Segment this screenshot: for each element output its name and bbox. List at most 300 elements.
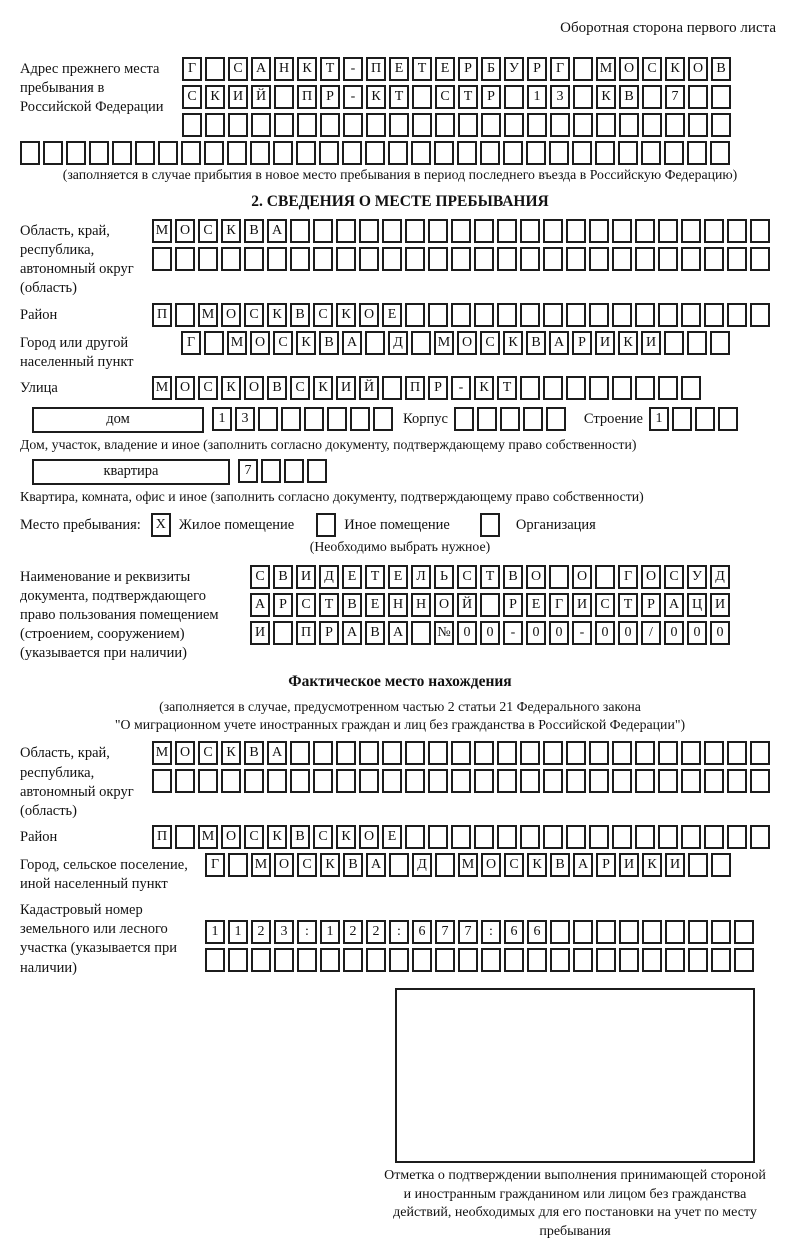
- char-box[interactable]: 3: [235, 407, 255, 431]
- char-box[interactable]: [500, 407, 520, 431]
- char-box[interactable]: С: [480, 331, 500, 355]
- char-box[interactable]: [589, 769, 609, 793]
- char-box[interactable]: М: [152, 219, 172, 243]
- char-box[interactable]: [734, 920, 754, 944]
- char-box[interactable]: С: [296, 593, 316, 617]
- char-box[interactable]: И: [296, 565, 316, 589]
- char-box[interactable]: В: [290, 303, 310, 327]
- char-box[interactable]: [573, 920, 593, 944]
- char-box[interactable]: [281, 407, 301, 431]
- char-box[interactable]: [244, 769, 264, 793]
- char-box[interactable]: [382, 769, 402, 793]
- char-box[interactable]: [336, 741, 356, 765]
- char-box[interactable]: [405, 741, 425, 765]
- char-box[interactable]: С: [664, 565, 684, 589]
- char-box[interactable]: [589, 741, 609, 765]
- char-box[interactable]: [267, 247, 287, 271]
- char-box[interactable]: [382, 376, 402, 400]
- char-box[interactable]: [451, 247, 471, 271]
- char-box[interactable]: [481, 948, 501, 972]
- char-box[interactable]: [458, 113, 478, 137]
- char-box[interactable]: [596, 113, 616, 137]
- char-box[interactable]: Р: [503, 593, 523, 617]
- char-box[interactable]: [658, 825, 678, 849]
- char-box[interactable]: [474, 741, 494, 765]
- char-box[interactable]: [527, 113, 547, 137]
- char-box[interactable]: Е: [342, 565, 362, 589]
- char-box[interactable]: [205, 57, 225, 81]
- char-box[interactable]: Т: [497, 376, 517, 400]
- char-box[interactable]: С: [273, 331, 293, 355]
- char-box[interactable]: И: [336, 376, 356, 400]
- char-box[interactable]: М: [434, 331, 454, 355]
- char-box[interactable]: [304, 407, 324, 431]
- char-box[interactable]: И: [665, 853, 685, 877]
- char-box[interactable]: 2: [251, 920, 271, 944]
- char-box[interactable]: В: [319, 331, 339, 355]
- char-box[interactable]: А: [549, 331, 569, 355]
- char-box[interactable]: С: [290, 376, 310, 400]
- char-box[interactable]: О: [619, 57, 639, 81]
- char-box[interactable]: [727, 219, 747, 243]
- char-box[interactable]: [681, 769, 701, 793]
- char-box[interactable]: [205, 948, 225, 972]
- char-box[interactable]: [681, 825, 701, 849]
- char-box[interactable]: Д: [388, 331, 408, 355]
- char-box[interactable]: Т: [412, 57, 432, 81]
- char-box[interactable]: [704, 219, 724, 243]
- char-box[interactable]: С: [642, 57, 662, 81]
- char-box[interactable]: [261, 459, 281, 483]
- char-box[interactable]: [474, 825, 494, 849]
- char-box[interactable]: О: [221, 825, 241, 849]
- char-box[interactable]: [642, 920, 662, 944]
- char-box[interactable]: С: [250, 565, 270, 589]
- char-box[interactable]: [457, 141, 477, 165]
- char-box[interactable]: М: [198, 303, 218, 327]
- char-box[interactable]: Б: [481, 57, 501, 81]
- char-box[interactable]: П: [152, 303, 172, 327]
- char-box[interactable]: [382, 219, 402, 243]
- char-box[interactable]: В: [550, 853, 570, 877]
- char-box[interactable]: [658, 247, 678, 271]
- char-box[interactable]: [320, 113, 340, 137]
- char-box[interactable]: О: [526, 565, 546, 589]
- char-box[interactable]: [710, 141, 730, 165]
- char-box[interactable]: Е: [389, 57, 409, 81]
- char-box[interactable]: [480, 141, 500, 165]
- char-box[interactable]: [566, 825, 586, 849]
- char-box[interactable]: [274, 85, 294, 109]
- char-box[interactable]: [412, 85, 432, 109]
- char-box[interactable]: [520, 741, 540, 765]
- char-box[interactable]: С: [198, 741, 218, 765]
- char-box[interactable]: [359, 769, 379, 793]
- char-box[interactable]: [704, 825, 724, 849]
- char-box[interactable]: [619, 920, 639, 944]
- char-box[interactable]: [451, 303, 471, 327]
- char-box[interactable]: [573, 57, 593, 81]
- char-box[interactable]: Р: [641, 593, 661, 617]
- char-box[interactable]: 7: [665, 85, 685, 109]
- char-box[interactable]: [474, 769, 494, 793]
- char-box[interactable]: К: [221, 376, 241, 400]
- char-box[interactable]: [711, 948, 731, 972]
- char-box[interactable]: 0: [618, 621, 638, 645]
- char-box[interactable]: -: [503, 621, 523, 645]
- char-box[interactable]: [66, 141, 86, 165]
- char-box[interactable]: [681, 303, 701, 327]
- char-box[interactable]: Г: [205, 853, 225, 877]
- char-box[interactable]: О: [221, 303, 241, 327]
- char-box[interactable]: [175, 303, 195, 327]
- char-box[interactable]: [688, 85, 708, 109]
- char-box[interactable]: С: [435, 85, 455, 109]
- char-box[interactable]: [342, 141, 362, 165]
- char-box[interactable]: [365, 331, 385, 355]
- char-box[interactable]: [618, 141, 638, 165]
- char-box[interactable]: Г: [181, 331, 201, 355]
- char-box[interactable]: П: [296, 621, 316, 645]
- char-box[interactable]: Т: [480, 565, 500, 589]
- char-box[interactable]: [589, 247, 609, 271]
- char-box[interactable]: К: [205, 85, 225, 109]
- char-box[interactable]: 1: [228, 920, 248, 944]
- char-box[interactable]: Е: [526, 593, 546, 617]
- char-box[interactable]: [681, 741, 701, 765]
- char-box[interactable]: [267, 769, 287, 793]
- char-box[interactable]: [672, 407, 692, 431]
- char-box[interactable]: [549, 565, 569, 589]
- char-box[interactable]: [681, 247, 701, 271]
- char-box[interactable]: [428, 303, 448, 327]
- char-box[interactable]: [204, 141, 224, 165]
- checkbox-inoe[interactable]: [316, 513, 336, 537]
- char-box[interactable]: 1: [320, 920, 340, 944]
- char-box[interactable]: [290, 219, 310, 243]
- char-box[interactable]: [718, 407, 738, 431]
- char-box[interactable]: [635, 825, 655, 849]
- char-box[interactable]: [428, 741, 448, 765]
- char-box[interactable]: [596, 920, 616, 944]
- char-box[interactable]: Е: [382, 825, 402, 849]
- char-box[interactable]: К: [527, 853, 547, 877]
- char-box[interactable]: [665, 113, 685, 137]
- char-box[interactable]: [566, 247, 586, 271]
- char-box[interactable]: [359, 219, 379, 243]
- char-box[interactable]: К: [267, 825, 287, 849]
- char-box[interactable]: [388, 141, 408, 165]
- char-box[interactable]: [711, 113, 731, 137]
- char-box[interactable]: [428, 769, 448, 793]
- char-box[interactable]: [336, 769, 356, 793]
- char-box[interactable]: -: [343, 57, 363, 81]
- char-box[interactable]: 7: [435, 920, 455, 944]
- char-box[interactable]: К: [503, 331, 523, 355]
- char-box[interactable]: [504, 85, 524, 109]
- char-box[interactable]: [750, 741, 770, 765]
- char-box[interactable]: [595, 565, 615, 589]
- char-box[interactable]: [566, 769, 586, 793]
- char-box[interactable]: [428, 247, 448, 271]
- char-box[interactable]: -: [451, 376, 471, 400]
- char-box[interactable]: [307, 459, 327, 483]
- char-box[interactable]: [681, 219, 701, 243]
- char-box[interactable]: 0: [687, 621, 707, 645]
- char-box[interactable]: В: [365, 621, 385, 645]
- char-box[interactable]: [710, 331, 730, 355]
- char-box[interactable]: [543, 303, 563, 327]
- char-box[interactable]: И: [572, 593, 592, 617]
- char-box[interactable]: С: [244, 825, 264, 849]
- char-box[interactable]: С: [595, 593, 615, 617]
- char-box[interactable]: [273, 621, 293, 645]
- char-box[interactable]: [503, 141, 523, 165]
- char-box[interactable]: [504, 113, 524, 137]
- char-box[interactable]: [550, 948, 570, 972]
- char-box[interactable]: К: [665, 57, 685, 81]
- char-box[interactable]: К: [366, 85, 386, 109]
- char-box[interactable]: [435, 113, 455, 137]
- char-box[interactable]: [543, 247, 563, 271]
- char-box[interactable]: Й: [251, 85, 271, 109]
- char-box[interactable]: Т: [458, 85, 478, 109]
- char-box[interactable]: А: [366, 853, 386, 877]
- char-box[interactable]: [336, 247, 356, 271]
- char-box[interactable]: Н: [388, 593, 408, 617]
- char-box[interactable]: 0: [457, 621, 477, 645]
- char-box[interactable]: [619, 948, 639, 972]
- char-box[interactable]: [688, 920, 708, 944]
- char-box[interactable]: П: [297, 85, 317, 109]
- char-box[interactable]: С: [228, 57, 248, 81]
- char-box[interactable]: [135, 141, 155, 165]
- char-box[interactable]: И: [619, 853, 639, 877]
- char-box[interactable]: И: [595, 331, 615, 355]
- char-box[interactable]: [566, 741, 586, 765]
- char-box[interactable]: С: [457, 565, 477, 589]
- char-box[interactable]: [573, 948, 593, 972]
- char-box[interactable]: У: [687, 565, 707, 589]
- char-box[interactable]: В: [273, 565, 293, 589]
- char-box[interactable]: [290, 247, 310, 271]
- char-box[interactable]: [711, 920, 731, 944]
- char-box[interactable]: Н: [411, 593, 431, 617]
- char-box[interactable]: А: [573, 853, 593, 877]
- char-box[interactable]: 0: [664, 621, 684, 645]
- char-box[interactable]: :: [297, 920, 317, 944]
- char-box[interactable]: М: [458, 853, 478, 877]
- char-box[interactable]: А: [267, 741, 287, 765]
- char-box[interactable]: [389, 853, 409, 877]
- char-box[interactable]: [480, 593, 500, 617]
- char-box[interactable]: №: [434, 621, 454, 645]
- char-box[interactable]: [704, 247, 724, 271]
- char-box[interactable]: А: [267, 219, 287, 243]
- char-box[interactable]: В: [244, 741, 264, 765]
- char-box[interactable]: О: [457, 331, 477, 355]
- char-box[interactable]: [549, 141, 569, 165]
- char-box[interactable]: [612, 376, 632, 400]
- char-box[interactable]: [273, 141, 293, 165]
- char-box[interactable]: Н: [274, 57, 294, 81]
- char-box[interactable]: О: [250, 331, 270, 355]
- char-box[interactable]: [451, 219, 471, 243]
- char-box[interactable]: [642, 113, 662, 137]
- char-box[interactable]: Р: [596, 853, 616, 877]
- char-box[interactable]: [250, 141, 270, 165]
- char-box[interactable]: [350, 407, 370, 431]
- char-box[interactable]: 6: [412, 920, 432, 944]
- char-box[interactable]: С: [313, 303, 333, 327]
- char-box[interactable]: К: [642, 853, 662, 877]
- char-box[interactable]: [175, 825, 195, 849]
- char-box[interactable]: [543, 376, 563, 400]
- char-box[interactable]: :: [389, 920, 409, 944]
- char-box[interactable]: [619, 113, 639, 137]
- char-box[interactable]: К: [296, 331, 316, 355]
- char-box[interactable]: 3: [550, 85, 570, 109]
- char-box[interactable]: [750, 769, 770, 793]
- char-box[interactable]: В: [343, 853, 363, 877]
- char-box[interactable]: С: [198, 219, 218, 243]
- char-box[interactable]: [204, 331, 224, 355]
- char-box[interactable]: [435, 948, 455, 972]
- char-box[interactable]: [296, 141, 316, 165]
- char-box[interactable]: К: [221, 741, 241, 765]
- char-box[interactable]: [612, 825, 632, 849]
- char-box[interactable]: А: [664, 593, 684, 617]
- char-box[interactable]: [313, 219, 333, 243]
- char-box[interactable]: Т: [320, 57, 340, 81]
- char-box[interactable]: С: [313, 825, 333, 849]
- char-box[interactable]: В: [342, 593, 362, 617]
- char-box[interactable]: [695, 407, 715, 431]
- char-box[interactable]: [595, 141, 615, 165]
- char-box[interactable]: [284, 459, 304, 483]
- char-box[interactable]: [520, 247, 540, 271]
- char-box[interactable]: [20, 141, 40, 165]
- char-box[interactable]: -: [572, 621, 592, 645]
- char-box[interactable]: [596, 948, 616, 972]
- char-box[interactable]: [635, 769, 655, 793]
- char-box[interactable]: [366, 948, 386, 972]
- char-box[interactable]: [497, 303, 517, 327]
- char-box[interactable]: [297, 948, 317, 972]
- char-box[interactable]: 3: [274, 920, 294, 944]
- char-box[interactable]: [244, 247, 264, 271]
- char-box[interactable]: [221, 247, 241, 271]
- char-box[interactable]: [704, 769, 724, 793]
- char-box[interactable]: 1: [649, 407, 669, 431]
- char-box[interactable]: В: [503, 565, 523, 589]
- char-box[interactable]: [688, 948, 708, 972]
- char-box[interactable]: [497, 825, 517, 849]
- char-box[interactable]: [641, 141, 661, 165]
- char-box[interactable]: [205, 113, 225, 137]
- char-box[interactable]: О: [244, 376, 264, 400]
- char-box[interactable]: Г: [550, 57, 570, 81]
- char-box[interactable]: [711, 85, 731, 109]
- char-box[interactable]: [566, 376, 586, 400]
- char-box[interactable]: С: [244, 303, 264, 327]
- char-box[interactable]: 0: [549, 621, 569, 645]
- char-box[interactable]: [481, 113, 501, 137]
- char-box[interactable]: [642, 85, 662, 109]
- char-box[interactable]: [573, 85, 593, 109]
- char-box[interactable]: С: [182, 85, 202, 109]
- char-box[interactable]: 1: [205, 920, 225, 944]
- char-box[interactable]: И: [710, 593, 730, 617]
- char-box[interactable]: [543, 219, 563, 243]
- char-box[interactable]: [182, 113, 202, 137]
- char-box[interactable]: [665, 948, 685, 972]
- char-box[interactable]: [336, 219, 356, 243]
- char-box[interactable]: [589, 219, 609, 243]
- char-box[interactable]: [405, 825, 425, 849]
- char-box[interactable]: [198, 769, 218, 793]
- char-box[interactable]: [727, 247, 747, 271]
- char-box[interactable]: [382, 741, 402, 765]
- char-box[interactable]: [373, 407, 393, 431]
- char-box[interactable]: О: [481, 853, 501, 877]
- char-box[interactable]: [405, 247, 425, 271]
- char-box[interactable]: 1: [527, 85, 547, 109]
- char-box[interactable]: О: [641, 565, 661, 589]
- char-box[interactable]: [382, 247, 402, 271]
- char-box[interactable]: [704, 303, 724, 327]
- char-box[interactable]: -: [343, 85, 363, 109]
- char-box[interactable]: Р: [428, 376, 448, 400]
- char-box[interactable]: [428, 219, 448, 243]
- char-box[interactable]: /: [641, 621, 661, 645]
- char-box[interactable]: М: [152, 376, 172, 400]
- char-box[interactable]: [359, 741, 379, 765]
- char-box[interactable]: [389, 948, 409, 972]
- char-box[interactable]: [635, 741, 655, 765]
- char-box[interactable]: Ь: [434, 565, 454, 589]
- checkbox-zhiloe[interactable]: X: [151, 513, 171, 537]
- char-box[interactable]: [750, 219, 770, 243]
- char-box[interactable]: С: [504, 853, 524, 877]
- char-box[interactable]: К: [297, 57, 317, 81]
- char-box[interactable]: [152, 769, 172, 793]
- char-box[interactable]: П: [152, 825, 172, 849]
- char-box[interactable]: О: [274, 853, 294, 877]
- char-box[interactable]: [274, 948, 294, 972]
- char-box[interactable]: [405, 769, 425, 793]
- char-box[interactable]: [635, 247, 655, 271]
- char-box[interactable]: [411, 331, 431, 355]
- char-box[interactable]: 0: [526, 621, 546, 645]
- char-box[interactable]: [181, 141, 201, 165]
- char-box[interactable]: [458, 948, 478, 972]
- char-box[interactable]: [635, 219, 655, 243]
- char-box[interactable]: [228, 948, 248, 972]
- char-box[interactable]: [566, 303, 586, 327]
- char-box[interactable]: О: [434, 593, 454, 617]
- char-box[interactable]: М: [251, 853, 271, 877]
- char-box[interactable]: Ц: [687, 593, 707, 617]
- char-box[interactable]: [258, 407, 278, 431]
- char-box[interactable]: [451, 741, 471, 765]
- char-box[interactable]: Й: [359, 376, 379, 400]
- char-box[interactable]: [635, 303, 655, 327]
- char-box[interactable]: [704, 741, 724, 765]
- char-box[interactable]: Т: [389, 85, 409, 109]
- char-box[interactable]: А: [342, 621, 362, 645]
- char-box[interactable]: К: [267, 303, 287, 327]
